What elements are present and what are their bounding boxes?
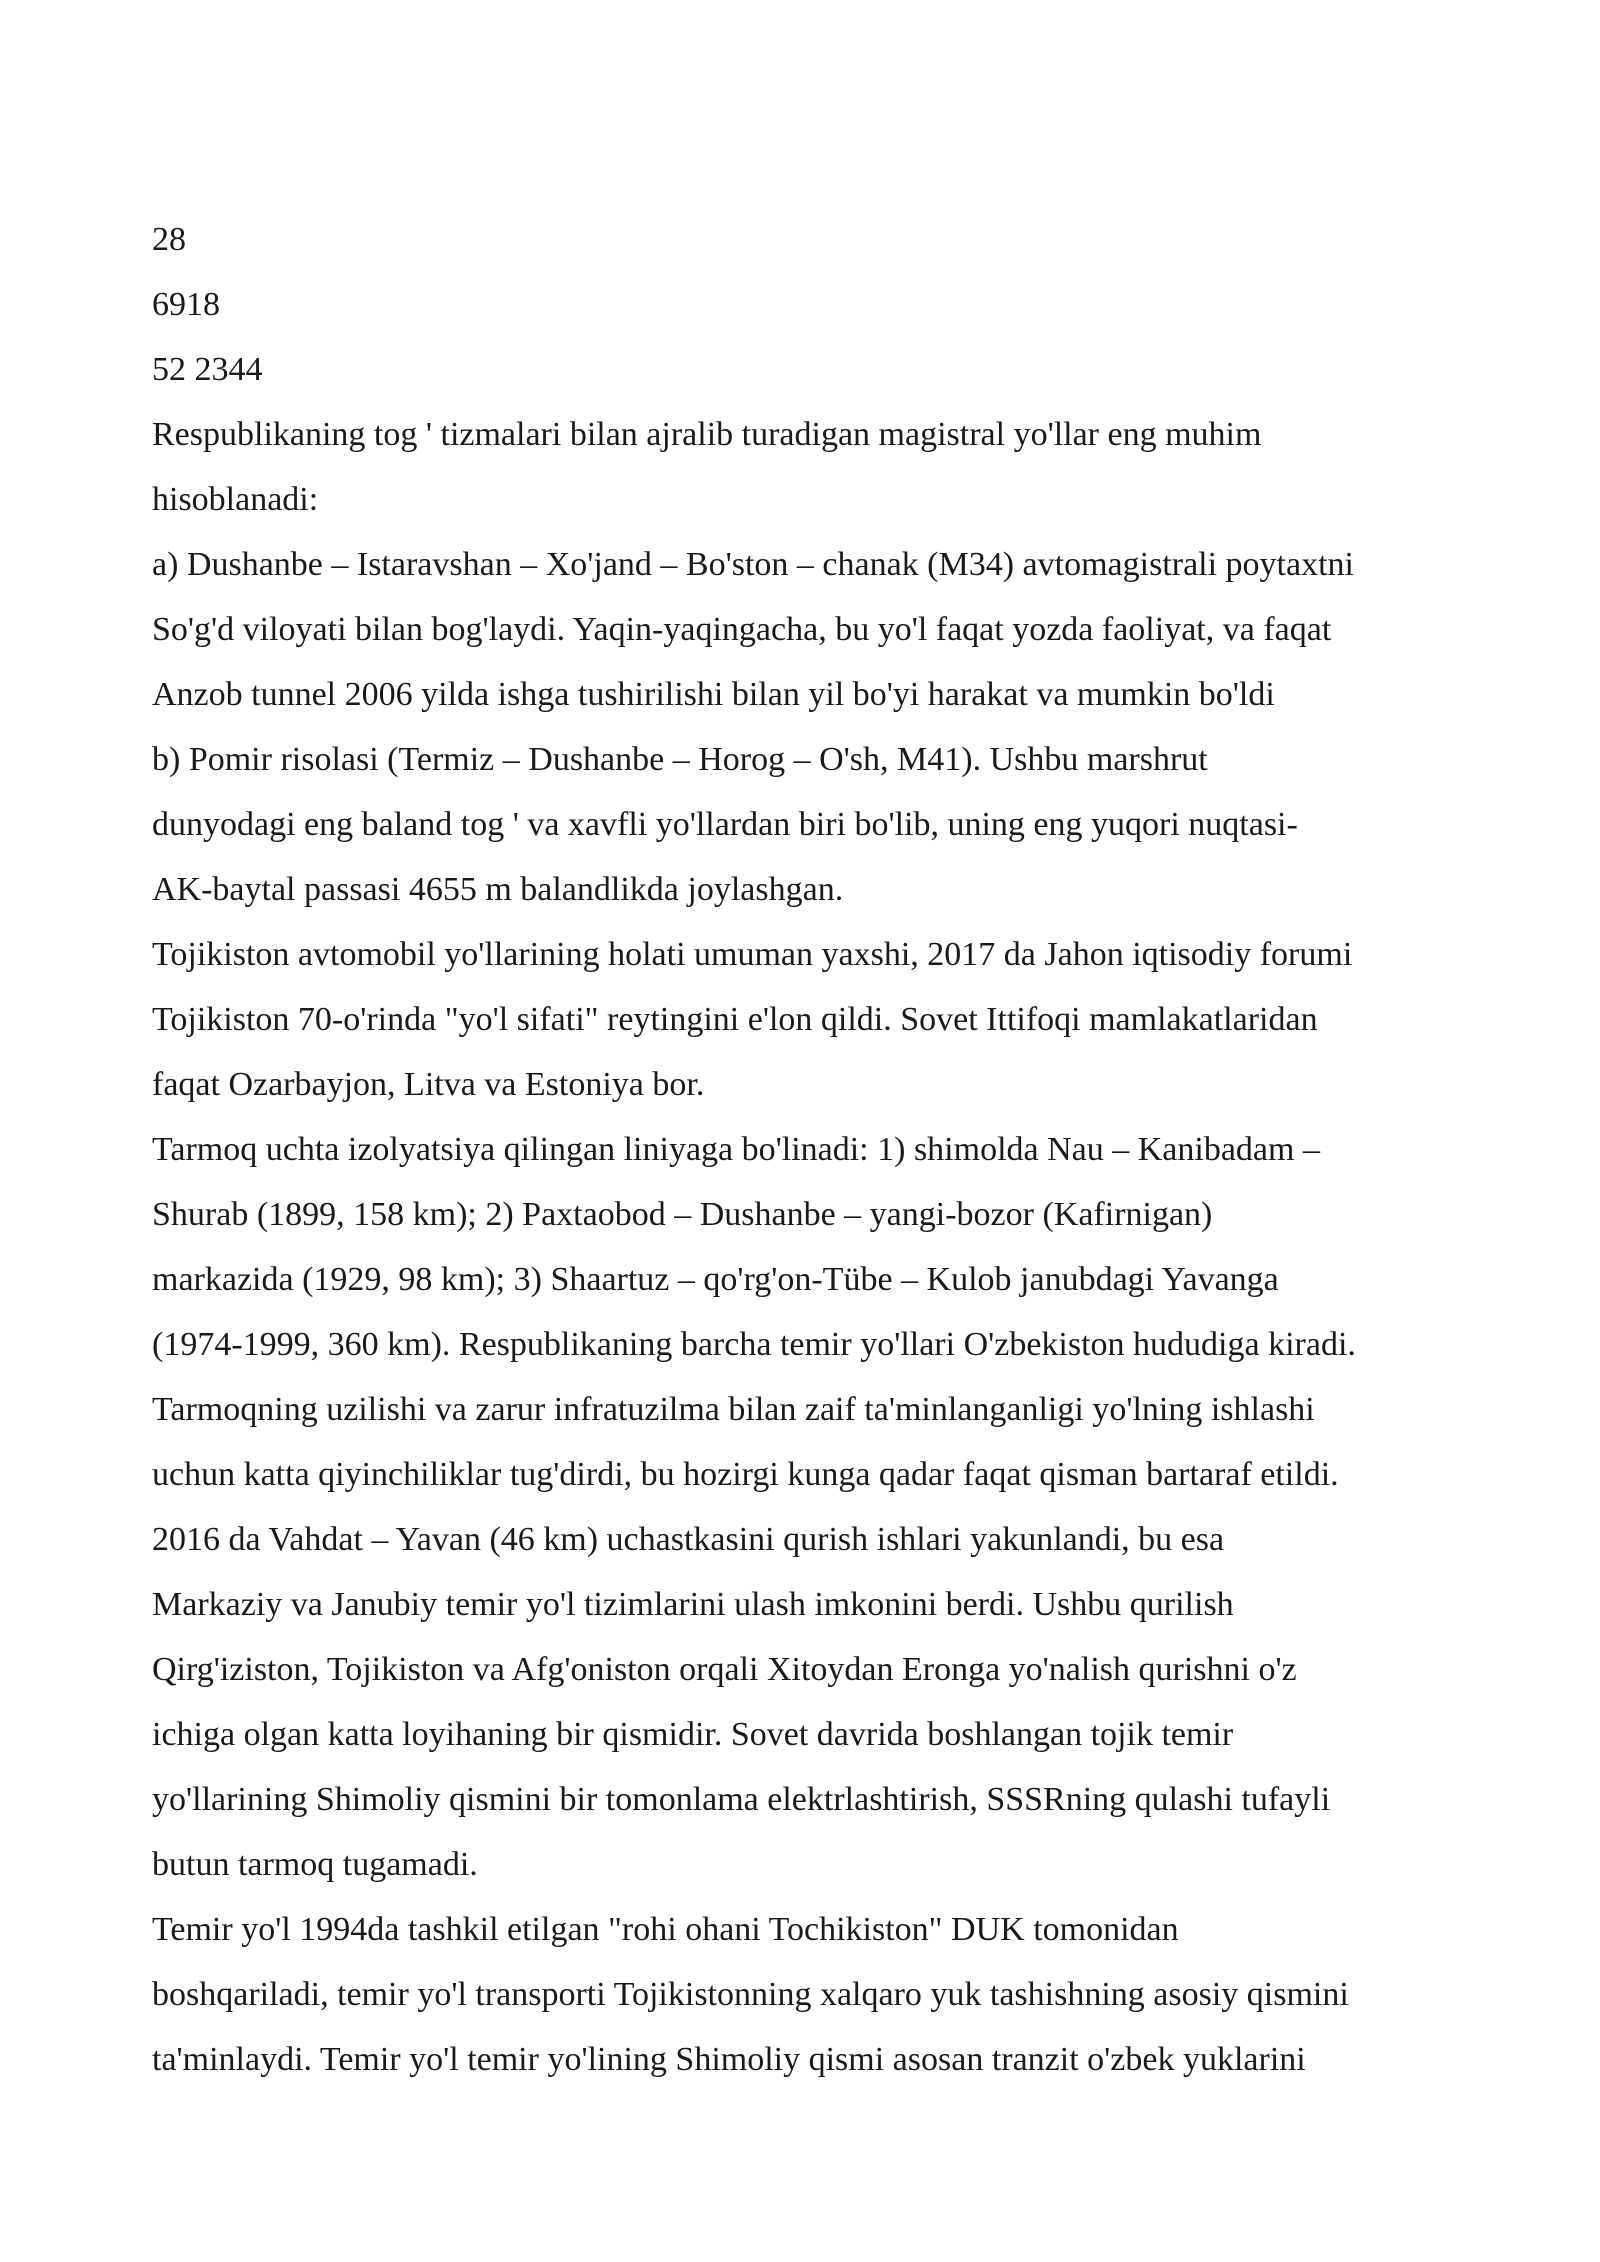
text-line: Qirg'iziston, Tojikiston va Afg'oniston orqali Xitoydan Eronga yo'nalish qurishni o'z (152, 1651, 1297, 1688)
text-line: Anzob tunnel 2006 yilda ishga tushirilishi bilan yil bo'yi harakat va mumkin bo'ldi (152, 676, 1275, 713)
text-line: Respublikaning tog ' tizmalari bilan ajralib turadigan magistral yo'llar eng muhim (152, 416, 1262, 453)
text-line: butun tarmoq tugamadi. (152, 1846, 478, 1883)
text-line: ichiga olgan katta loyihaning bir qismidir. Sovet davrida boshlangan tojik temir (152, 1716, 1234, 1753)
text-line: (1974-1999, 360 km). Respublikaning barcha temir yo'llari O'zbekiston hududiga kiradi. (152, 1326, 1356, 1363)
text-line: uchun katta qiyinchiliklar tug'dirdi, bu hozirgi kunga qadar faqat qisman bartaraf etildi. (152, 1456, 1339, 1493)
text-line: Tarmoq uchta izolyatsiya qilingan liniyaga bo'linadi: 1) shimolda Nau – Kanibadam – (152, 1131, 1320, 1168)
text-line: Markaziy va Janubiy temir yo'l tizimlarini ulash imkonini berdi. Ushbu qurilish (152, 1586, 1234, 1623)
text-line: Shurab (1899, 158 km); 2) Paxtaobod – Dushanbe – yangi-bozor (Kafirnigan) (152, 1196, 1213, 1233)
text-line: Temir yo'l 1994da tashkil etilgan "rohi ohani Tochikiston" DUK tomonidan (152, 1911, 1179, 1948)
text-line: Tojikiston 70-o'rinda "yo'l sifati" reytingini e'lon qildi. Sovet Ittifoqi mamlakatlaridan (152, 1001, 1318, 1038)
text-line: markazida (1929, 98 km); 3) Shaartuz – qo'rg'on-Tübe – Kulob janubdagi Yavanga (152, 1261, 1279, 1298)
text-line: Tarmoqning uzilishi va zarur infratuzilma bilan zaif ta'minlanganligi yo'lning ishlashi (152, 1391, 1315, 1428)
text-line: dunyodagi eng baland tog ' va xavfli yo'llardan biri bo'lib, uning eng yuqori nuqtasi- (152, 806, 1298, 843)
header-number: 52 2344 (152, 351, 263, 388)
text-line: 2016 da Vahdat – Yavan (46 km) uchastkasini qurish ishlari yakunlandi, bu esa (152, 1521, 1225, 1558)
text-line: a) Dushanbe – Istaravshan – Xo'jand – Bo'ston – chanak (M34) avtomagistrali poytaxtni (152, 546, 1354, 583)
text-line: faqat Ozarbayjon, Litva va Estoniya bor. (152, 1066, 705, 1103)
header-number: 6918 (152, 286, 220, 323)
header-number: 28 (152, 221, 186, 258)
text-line: ta'minlaydi. Temir yo'l temir yo'lining Shimoliy qismi asosan tranzit o'zbek yuklarini (152, 2041, 1306, 2078)
text-line: b) Pomir risolasi (Termiz – Dushanbe – Horog – O'sh, M41). Ushbu marshrut (152, 741, 1208, 778)
text-line: So'g'd viloyati bilan bog'laydi. Yaqin-yaqingacha, bu yo'l faqat yozda faoliyat, va faqat (152, 611, 1332, 648)
text-line: yo'llarining Shimoliy qismini bir tomonlama elektrlashtirish, SSSRning qulashi tufayli (152, 1781, 1331, 1818)
text-line: Tojikiston avtomobil yo'llarining holati umuman yaxshi, 2017 da Jahon iqtisodiy forumi (152, 936, 1353, 973)
document-page (152, 207, 1492, 2092)
text-line: boshqariladi, temir yo'l transporti Tojikistonning xalqaro yuk tashishning asosiy qismini (152, 1976, 1349, 2013)
text-line: AK-baytal passasi 4655 m balandlikda joylashgan. (152, 871, 844, 908)
text-line: hisoblanadi: (152, 481, 319, 518)
